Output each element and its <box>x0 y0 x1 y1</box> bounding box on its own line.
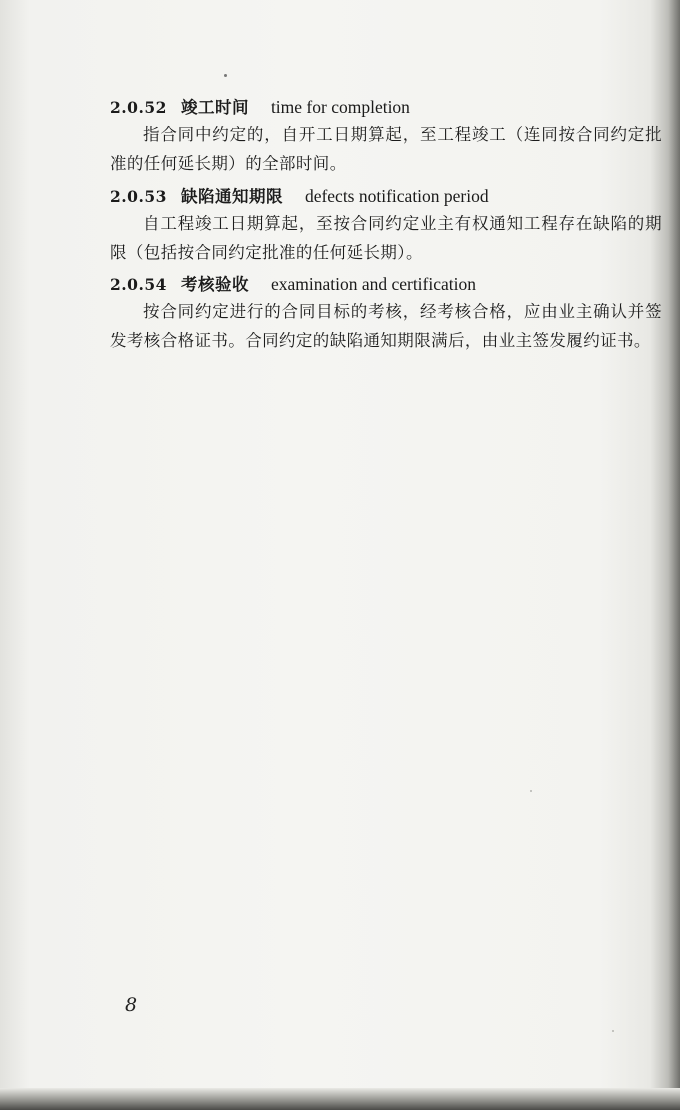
term-chinese: 缺陷通知期限 <box>180 187 283 206</box>
term-chinese: 考核验收 <box>180 275 249 294</box>
term-heading <box>110 183 662 209</box>
term-chinese: 竣工时间 <box>180 98 249 117</box>
term-number: 2.0.52 <box>110 98 167 117</box>
glossary-entry-2-0-53 <box>110 183 662 267</box>
term-english: time for completion <box>270 97 410 117</box>
term-number: 2.0.54 <box>110 275 167 294</box>
term-heading <box>110 271 662 297</box>
term-definition: 按合同约定进行的合同目标的考核，经考核合格，应由业主确认并签发考核合格证书。合同约定的缺陷通知期限满后，由业主签发履约证书。 <box>110 302 662 350</box>
term-number: 2.0.53 <box>110 187 167 206</box>
paper-speck <box>530 790 532 792</box>
paper-speck <box>612 1030 614 1032</box>
page-number: 8 <box>125 994 138 1016</box>
glossary-entry-2-0-52 <box>110 94 662 178</box>
term-english: defects notification period <box>304 186 489 206</box>
term-definition: 自工程竣工日期算起，至按合同约定业主有权通知工程存在缺陷的期限（包括按合同约定批准的任何延长期）。 <box>110 214 662 262</box>
ink-dot <box>224 74 227 77</box>
term-heading <box>110 94 662 120</box>
glossary-entry-2-0-54 <box>110 271 662 355</box>
term-english: examination and certification <box>270 274 476 294</box>
term-definition: 指合同中约定的，自开工日期算起，至工程竣工（连同按合同约定批准的任何延长期）的全部时间。 <box>110 125 662 173</box>
page-bottom-shadow <box>0 1088 680 1110</box>
